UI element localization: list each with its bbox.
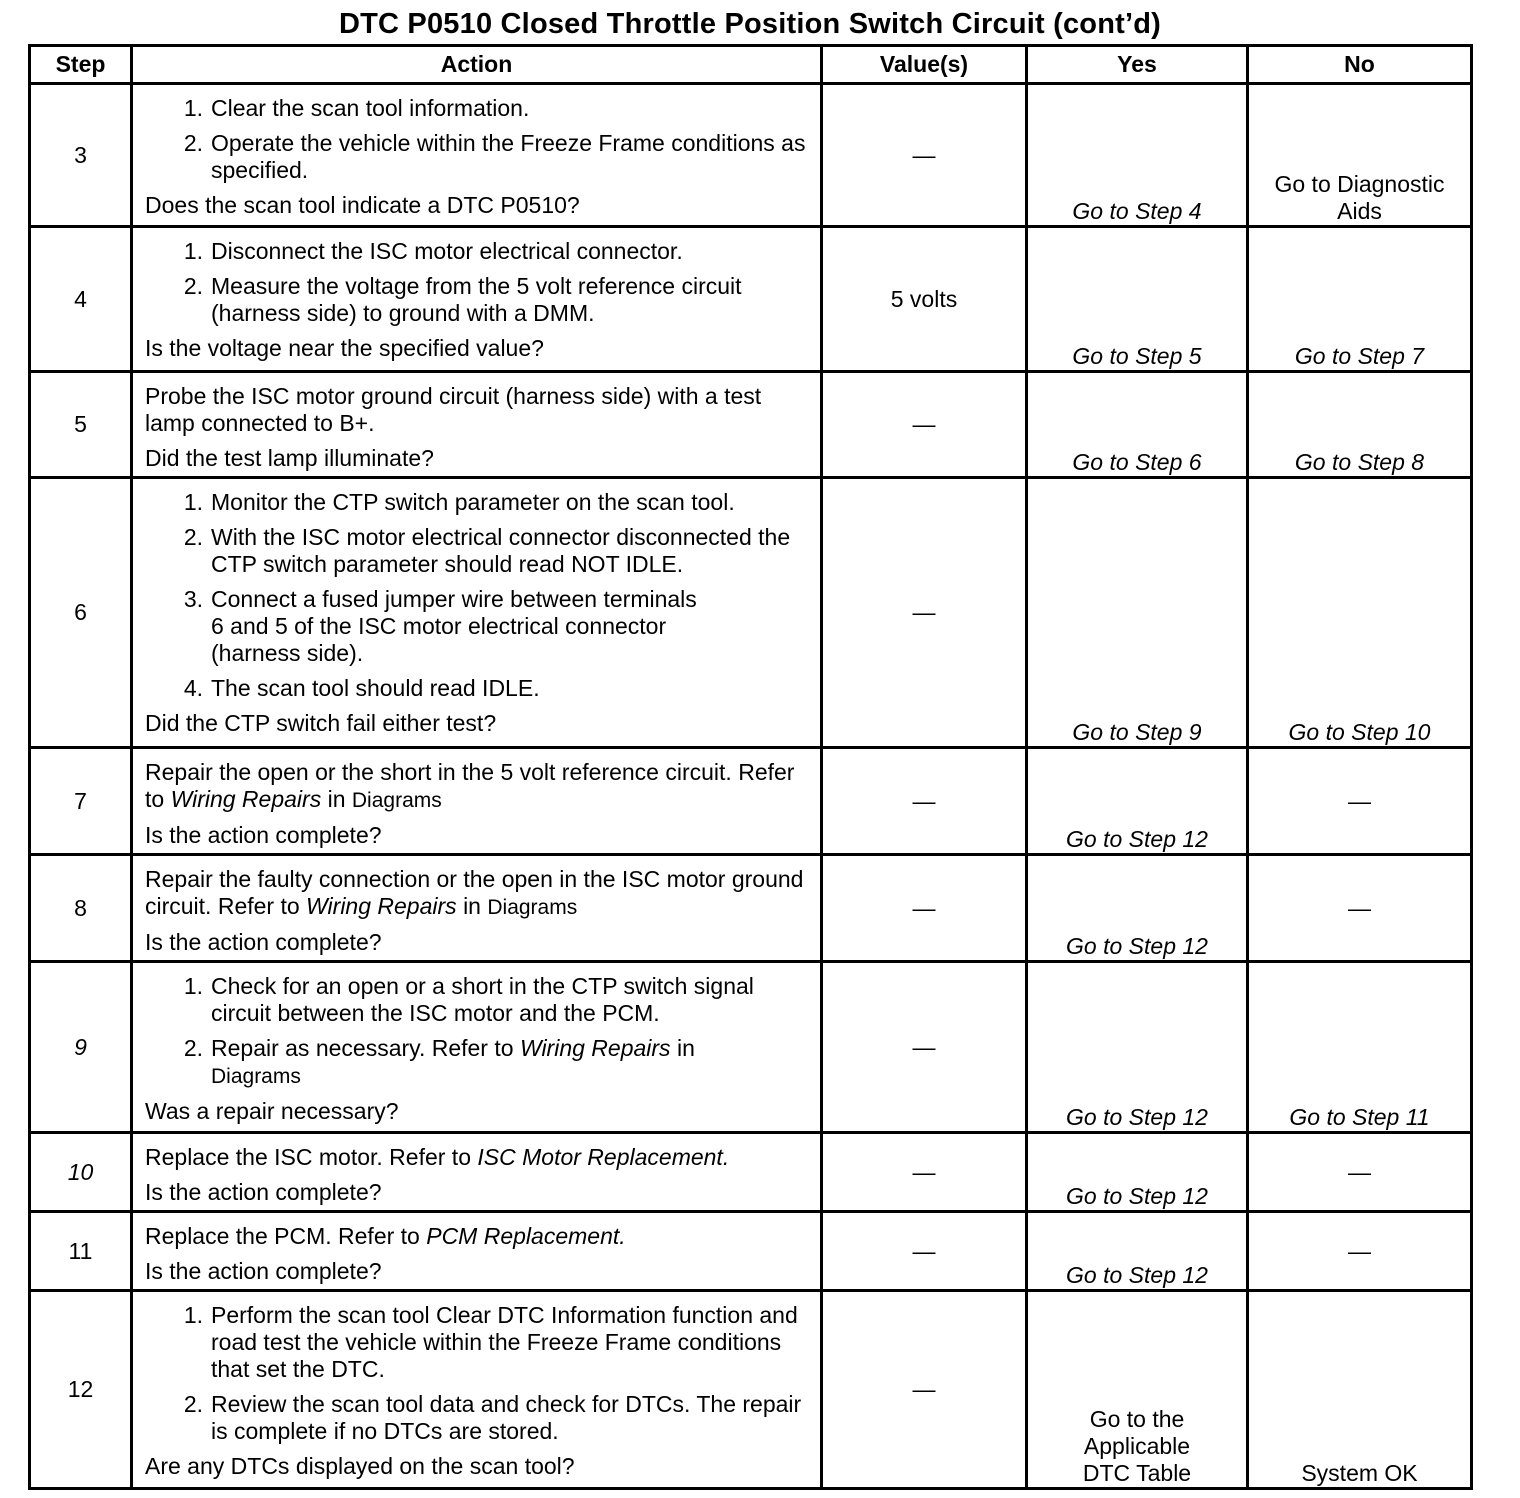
yes-cell: Go to Step 12	[1027, 1133, 1248, 1212]
step-number: 10	[30, 1133, 132, 1212]
action-question: Is the action complete?	[145, 929, 382, 955]
value-cell: —	[822, 84, 1027, 227]
yes-cell: Go to Step 6	[1027, 372, 1248, 478]
action-item: Perform the scan tool Clear DTC Information function and road test the vehicle within the Freeze Frame conditions that set the DTC.	[211, 1302, 798, 1382]
yes-cell: Go to Step 9	[1027, 478, 1248, 748]
table-row	[30, 855, 1472, 962]
no-cell	[1248, 84, 1472, 227]
no-cell: Go to Step 7	[1248, 227, 1472, 372]
table-row	[30, 372, 1472, 478]
step-number: 12	[30, 1291, 132, 1489]
reference-link: PCM Replacement.	[426, 1223, 626, 1249]
action-question: Does the scan tool indicate a DTC P0510?	[145, 192, 580, 218]
action-question: Is the action complete?	[145, 1258, 382, 1284]
page-title: DTC P0510 Closed Throttle Position Switch Circuit (cont’d)	[338, 8, 1162, 40]
section-name: Diagrams	[351, 789, 442, 812]
section-name: Diagrams	[211, 1065, 301, 1088]
reference-link: Wiring Repairs	[170, 786, 322, 812]
section-name: Diagrams	[487, 896, 578, 919]
header-no: No	[1248, 46, 1472, 84]
action-cell: 1. Check for an open or a short in the CTP switch signal circuit between the ISC motor and the PCM. 2. Repair as necessary. Refer to Wiring Repairs in Diagrams Was a repair necessary?	[132, 962, 822, 1133]
value-cell: —	[822, 1291, 1027, 1489]
action-question: Are any DTCs displayed on the scan tool?	[145, 1453, 575, 1479]
value-cell: —	[822, 1133, 1027, 1212]
yes-cell: Go to Step 12	[1027, 962, 1248, 1133]
reference-link: ISC Motor Replacement.	[477, 1144, 730, 1170]
header-values: Value(s)	[822, 46, 1027, 84]
header-yes: Yes	[1027, 46, 1248, 84]
step-number: 3	[30, 84, 132, 227]
table-row	[30, 748, 1472, 855]
action-item: Monitor the CTP switch parameter on the scan tool.	[211, 489, 735, 515]
no-cell: —	[1248, 1212, 1472, 1291]
value-cell: —	[822, 478, 1027, 748]
header-action: Action	[132, 46, 822, 84]
action-text: Probe the ISC motor ground circuit (harness side) with a test lamp connected to B+.	[145, 383, 762, 436]
action-cell	[132, 372, 822, 478]
action-cell: 1. Monitor the CTP switch parameter on the scan tool. 2. With the ISC motor electrical connector disconnected the CTP switch parameter should read NOT IDLE. 3. Connect a fused jumper wire between terminals 6 and 5 of the ISC motor electrical connector (harness side). 4. The scan tool should read IDLE. Did the CTP switch fail either test?	[132, 478, 822, 748]
reference-link: Wiring Repairs	[519, 1035, 671, 1061]
action-cell: 1. Disconnect the ISC motor electrical connector. 2. Measure the voltage from the 5 volt reference circuit (harness side) to ground with a DMM. Is the voltage near the specified value?	[132, 227, 822, 372]
action-text: Replace the PCM. Refer to PCM Replacement.	[145, 1223, 626, 1249]
yes-cell	[1027, 1291, 1248, 1489]
action-cell	[132, 855, 822, 962]
action-cell	[132, 1133, 822, 1212]
action-question: Is the voltage near the specified value?	[145, 335, 544, 361]
action-text: Replace the ISC motor. Refer to ISC Motor Replacement.	[145, 1144, 730, 1170]
step-number: 11	[30, 1212, 132, 1291]
step-number: 4	[30, 227, 132, 372]
action-text: Repair the open or the short in the 5 volt reference circuit. Refer to Wiring Repairs in Diagrams	[145, 759, 795, 812]
action-item: Review the scan tool data and check for DTCs. The repair is complete if no DTCs are stored.	[211, 1391, 802, 1444]
step-number: 6	[30, 478, 132, 748]
action-text: Repair the faulty connection or the open in the ISC motor ground circuit. Refer to Wiring Repairs in Diagrams	[145, 866, 804, 919]
action-cell	[132, 1212, 822, 1291]
action-question: Did the test lamp illuminate?	[145, 445, 434, 471]
value-cell: —	[822, 855, 1027, 962]
yes-cell: Go to Step 12	[1027, 1212, 1248, 1291]
action-item: Clear the scan tool information.	[211, 95, 530, 121]
reference-link: Wiring Repairs	[306, 893, 457, 919]
yes-text: Go to the Applicable DTC Table	[1082, 1406, 1192, 1486]
step-number: 9	[30, 962, 132, 1133]
yes-cell: Go to Step 4	[1027, 84, 1248, 227]
action-item: Disconnect the ISC motor electrical connector.	[211, 238, 683, 264]
diagnostic-table	[28, 44, 1473, 1490]
action-question: Is the action complete?	[145, 822, 382, 848]
yes-cell: Go to Step 12	[1027, 748, 1248, 855]
action-item: Measure the voltage from the 5 volt reference circuit (harness side) to ground with a DMM.	[211, 273, 742, 326]
value-cell: —	[822, 962, 1027, 1133]
value-cell: 5 volts	[822, 227, 1027, 372]
action-item: With the ISC motor electrical connector disconnected the CTP switch parameter should read NOT IDLE.	[211, 524, 791, 577]
table-row	[30, 962, 1472, 1133]
table-row	[30, 1212, 1472, 1291]
header-row	[30, 46, 1472, 84]
action-question: Is the action complete?	[145, 1179, 382, 1205]
action-item: Connect a fused jumper wire between terminals 6 and 5 of the ISC motor electrical connector (harness side).	[211, 586, 697, 666]
action-item: Check for an open or a short in the CTP switch signal circuit between the ISC motor and the PCM.	[211, 973, 754, 1026]
table-row	[30, 84, 1472, 227]
no-cell: —	[1248, 1133, 1472, 1212]
action-cell: 1. Clear the scan tool information. 2. Operate the vehicle within the Freeze Frame conditions as specified. Does the scan tool indicate a DTC P0510?	[132, 84, 822, 227]
value-cell: —	[822, 372, 1027, 478]
action-item: The scan tool should read IDLE.	[211, 675, 540, 701]
table-row	[30, 1291, 1472, 1489]
no-cell: System OK	[1248, 1291, 1472, 1489]
yes-cell: Go to Step 5	[1027, 227, 1248, 372]
table-row	[30, 1133, 1472, 1212]
table-row	[30, 478, 1472, 748]
step-number: 7	[30, 748, 132, 855]
action-question: Did the CTP switch fail either test?	[145, 710, 497, 736]
step-number: 8	[30, 855, 132, 962]
action-item: Repair as necessary. Refer to Wiring Repairs in Diagrams	[211, 1035, 695, 1088]
no-cell: Go to Step 10	[1248, 478, 1472, 748]
value-cell: —	[822, 1212, 1027, 1291]
no-cell: —	[1248, 855, 1472, 962]
action-item: Operate the vehicle within the Freeze Frame conditions as specified.	[211, 130, 806, 183]
header-step: Step	[30, 46, 132, 84]
no-cell: —	[1248, 748, 1472, 855]
action-cell	[132, 748, 822, 855]
action-cell: 1. Perform the scan tool Clear DTC Information function and road test the vehicle within the Freeze Frame conditions that set the DTC. 2. Review the scan tool data and check for DTCs. The repair is complete if no DTCs are stored. Are any DTCs displayed on the scan tool?	[132, 1291, 822, 1489]
table-row	[30, 227, 1472, 372]
no-cell: Go to Step 11	[1248, 962, 1472, 1133]
yes-cell: Go to Step 12	[1027, 855, 1248, 962]
step-number: 5	[30, 372, 132, 478]
action-question: Was a repair necessary?	[145, 1098, 399, 1124]
value-cell: —	[822, 748, 1027, 855]
no-text: Go to Diagnostic Aids	[1274, 171, 1445, 224]
no-cell: Go to Step 8	[1248, 372, 1472, 478]
